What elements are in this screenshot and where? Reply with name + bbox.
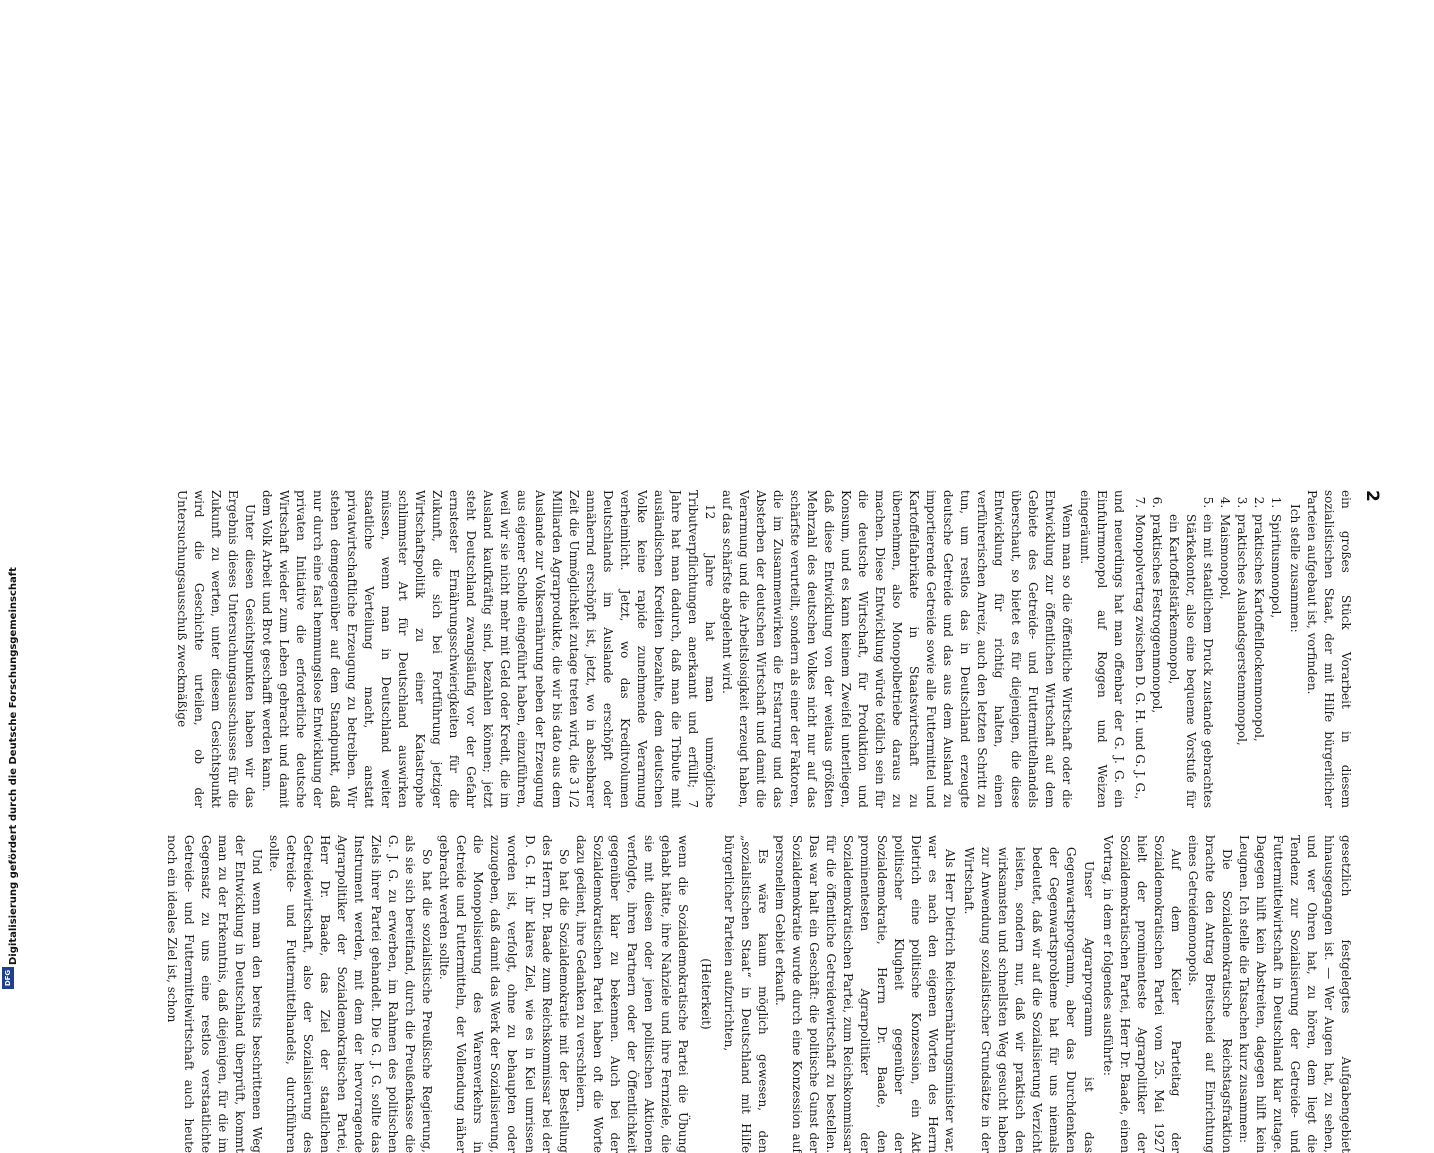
list-item: 4. Maismonopol,: [1216, 512, 1233, 808]
paragraph: Als Herr Dietrich Reichsernährungsminister war, war es nach den eigenen Worten des Herrn Dietrich eine politische Konzession, ein Akt politischer Klugheit gegenüber der Sozialdemokratie, Herrn Dr. Baade, den prominentesten Agrarpolitiker der Sozialdemokratischen Partei, zum Reichskommissar für die öffentliche Getreidewirtschaft zu bestellen. Das war halt ein Geschäft: die politische Gunst der Sozialdemokratie wurde durch eine Konzession auf personellem Gebiet erkauft.: [772, 835, 958, 1153]
paragraph: 12 Jahre hat man unmögliche Tributverpflichtungen anerkannt und erfüllt; 7 Jahre hat man dadurch, daß man die Tribute mit ausländischen Krediten bezahlte, dem deutschen Volke keine rapide zunehmende Verarmung verheimlicht. Jetzt, wo das Kreditvolumen Deutschlands im Auslande erschöpft oder annähernd erschöpft ist, jetzt, wo in absehbarer Zeit die Unmöglichkeit zutage treten wird, die 3 1/2 Milliarden Agrarprodukte, die wir bis dato aus dem Auslande zur Volksernährung neben der Erzeugung aus eigener Scholle eingeführt haben, einzuführen, weil wir sie nicht mehr mit Geld oder Kredit, die im Ausland kaufkräftig sind, bezahlen können; jetzt steht Deutschland zwangsläufig vor der Gefahr ernstester Ernährungsschwierigkeiten für die Zukunft, die sich bei Fortführung jetziger Wirtschaftspolitik zu einer Katastrophe schlimmster Art für Deutschland auswirken müssen, wenn man in Deutschland weiter staatliche Verteilung macht, anstatt privatwirtschaftliche Erzeugung zu betreiben. Wir stehen demgegenüber auf dem Standpunkt, daß nur durch eine fast hemmungslose Entwicklung der privaten Initiative die erforderliche deutsche Wirtschaft wieder zum Leben gebracht und damit dem Volk Arbeit und Brot geschafft werden kann.: [260, 490, 717, 808]
page-number: 2: [1362, 490, 1382, 502]
list-item: 5. ein mit staatlichem Druck zustande gebrachtes Stärkekontor, also eine bequeme Vorstufe für ein Kartoffelstärkemonopol,: [1165, 512, 1216, 808]
paragraph: Die Sozialdemokratische Reichstagsfraktion brachte den Antrag Breitscheid auf Einrichtung eines Getreidemonopols.: [1185, 835, 1234, 1153]
paragraph: und neuerdings hat man offenbar der G. J. G. ein Einfuhrmonopol auf Roggen und Weizen eingeräumt.: [1077, 490, 1126, 808]
dfg-logo: [2, 967, 14, 989]
column-right-text: [74, 490, 1354, 808]
paragraph: Wenn man so die öffentliche Wirtschaft oder die Entwicklung zur öffentlichen Wirtschaft auf dem Gebiete des Getreide- und Futtermittelhandels überschaut, so bietet es für diejenigen, die diese Entwicklung für richtig halten, einen verführerischen Anreiz, auch den letzten Schritt zu tun, um restlos das in Deutschland erzeugte deutsche Getreide und das aus dem Ausland zu importierende Getreide sowie alle Futtermittel und Kartoffelfabrikate in Staatswirtschaft zu übernehmen, also Monopolbetriebe daraus zu machen. Diese Entwicklung würde tödlich sein für die deutsche Wirtschaft, für Produktion und Konsum, und es kann keinem Zweifel unterliegen, daß diese Entwicklung von der weitaus größten Mehrzahl des deutschen Volkes nicht nur auf das schärfste verurteilt, sondern als einer der Faktoren, die im Zusammenwirken die Erstarrung und das Absterben der deutschen Wirtschaft und damit die Verarmung und die Arbeitslosigkeit erzeugt haben, auf das schärfste abgelehnt wird.: [719, 490, 1075, 808]
paragraph: Ich stelle zusammen:: [1287, 504, 1302, 633]
paragraph: So hat die Sozialdemokratie mit der Bestellung des Herrn Dr. Baade zum Reichskommissar bei der D. G. H. ihr klares Ziel, wie es in Kiel umrissen worden ist, verfolgt, ohne zu behaupten oder zuzugeben, daß damit das Werk der Sozialisierung, die Monopolisierung des Warenverkehrs in Getreide und Futtermitteln, der Vollendung näher gebracht werden sollte.: [437, 835, 571, 1153]
paragraph: ein großes Stück Vorarbeit in diesem sozialistischen Staat, der mit Hilfe bürgerlicher Parteien aufgebaut ist, vorfinden.: [1304, 490, 1353, 808]
paragraph: gesetzlich festgelegtes Aufgabengebiet hinausgegangen ist. — Wer Augen hat, zu sehen, und wer Ohren hat, zu hören, dem liegt die Tendenz zur Sozialisierung der Getreide- und Futtermittelwirtschaft in Deutschland klar zutage. Dagegen hilft kein Abstreiten, dagegen hilft kein Leugnen. Ich stelle die Tatsachen kurz zusammen:: [1236, 835, 1353, 1153]
list-item: 6. praktisches Festroggenmonopol,: [1148, 512, 1165, 808]
quotation: Unser Agrarprogramm ist das Gegenwartsprogramm, aber das Durchdenken der Gegenwartsprobleme hat für uns niemals bedeutet, daß wir auf die Sozialisierung Verzicht leisten, sondern nur, daß wir praktisch den wirksamsten und schnellsten Weg gesucht haben zur Anwendung sozialistischer Grundsätze in der Wirtschaft.: [962, 847, 1096, 1153]
paragraph: Und wenn man den bereits beschrittenen Weg der Entwicklung in Deutschland überprüft, kommt man zu der Erkenntnis, daß diejenigen, für die im Gegensatz zu uns eine restlos verstaatlichte Getreide- und Futtermittelwirtschaft auch heute noch ein ideales Ziel ist, schon: [164, 835, 265, 1153]
list-item: 1. Spiritusmonopol,: [1267, 512, 1284, 808]
list-item: 7. Monopolvertrag zwischen D. G. H. und G. J. G.,: [1131, 512, 1148, 808]
monopoly-list: [1131, 490, 1284, 808]
list-item: 3. praktisches Auslandsgerstenmonopol,: [1233, 512, 1250, 808]
paragraph: wenn die Sozialdemokratische Partei die Übung gehabt hätte, ihre Nahziele und ihre Fernziele, die sie mit diesen oder jenen politischen Aktionen verfolgte, ihren Partnern oder der Öffentlichkeit gegenüber klar zu bekennen. Auch bei der Sozialdemokratischen Partei haben oft die Worte dazu gedient, ihre Gedanken zu verschleiern.: [573, 835, 690, 1153]
interjection: (Heiterkeit): [698, 958, 713, 1030]
paragraph: Unter diesen Gesichtspunkten haben wir das Ergebnis dieses Untersuchungsausschusses für die Zukunft zu werten, unter diesem Gesichtspunkt wird die Geschichte urteilen, ob der Untersuchungsausschuß zweckmäßige: [174, 490, 257, 808]
credit-text: Digitalisierung gefördert durch die Deutsche Forschungsgemeinschaft: [8, 567, 19, 965]
paragraph: So hat die sozialistische Preußische Regierung, als sie sich bereitfand, durch die Preußenkasse die G. J. G. zu erwerben, im Rahmen des politischen Ziels ihrer Partei gehandelt. Die G. J. G. sollte das Instrument werden, mit dem der hervorragende Agrarpolitiker der Sozialdemokratischen Partei, Herr Dr. Baade, das Ziel der staatlichen Getreidewirtschaft, also der Sozialisierung des Getreide- und Futtermittelhandels, durchführen sollte.: [267, 835, 435, 1153]
list-item: 2. praktisches Kartoffelflockenmonopol,: [1250, 512, 1267, 808]
digitization-credit: [1, 567, 19, 965]
column-left-text: [74, 835, 1354, 1153]
paragraph: Auf dem Kieler Parteitag der Sozialdemokratischen Partei vom 25. Mai 1927 hielt der prominenteste Agrarpolitiker der Sozialdemokratischen Partei, Herr Dr. Baade, einen Vortrag, in dem er folgendes ausführte:: [1100, 835, 1183, 1153]
logo-text: DFG: [4, 969, 12, 987]
paragraph: Es wäre kaum möglich gewesen, den „sozialistischen Staat“ in Deutschland mit Hilfe bürgerlicher Parteien aufzurichten,: [721, 835, 770, 1153]
